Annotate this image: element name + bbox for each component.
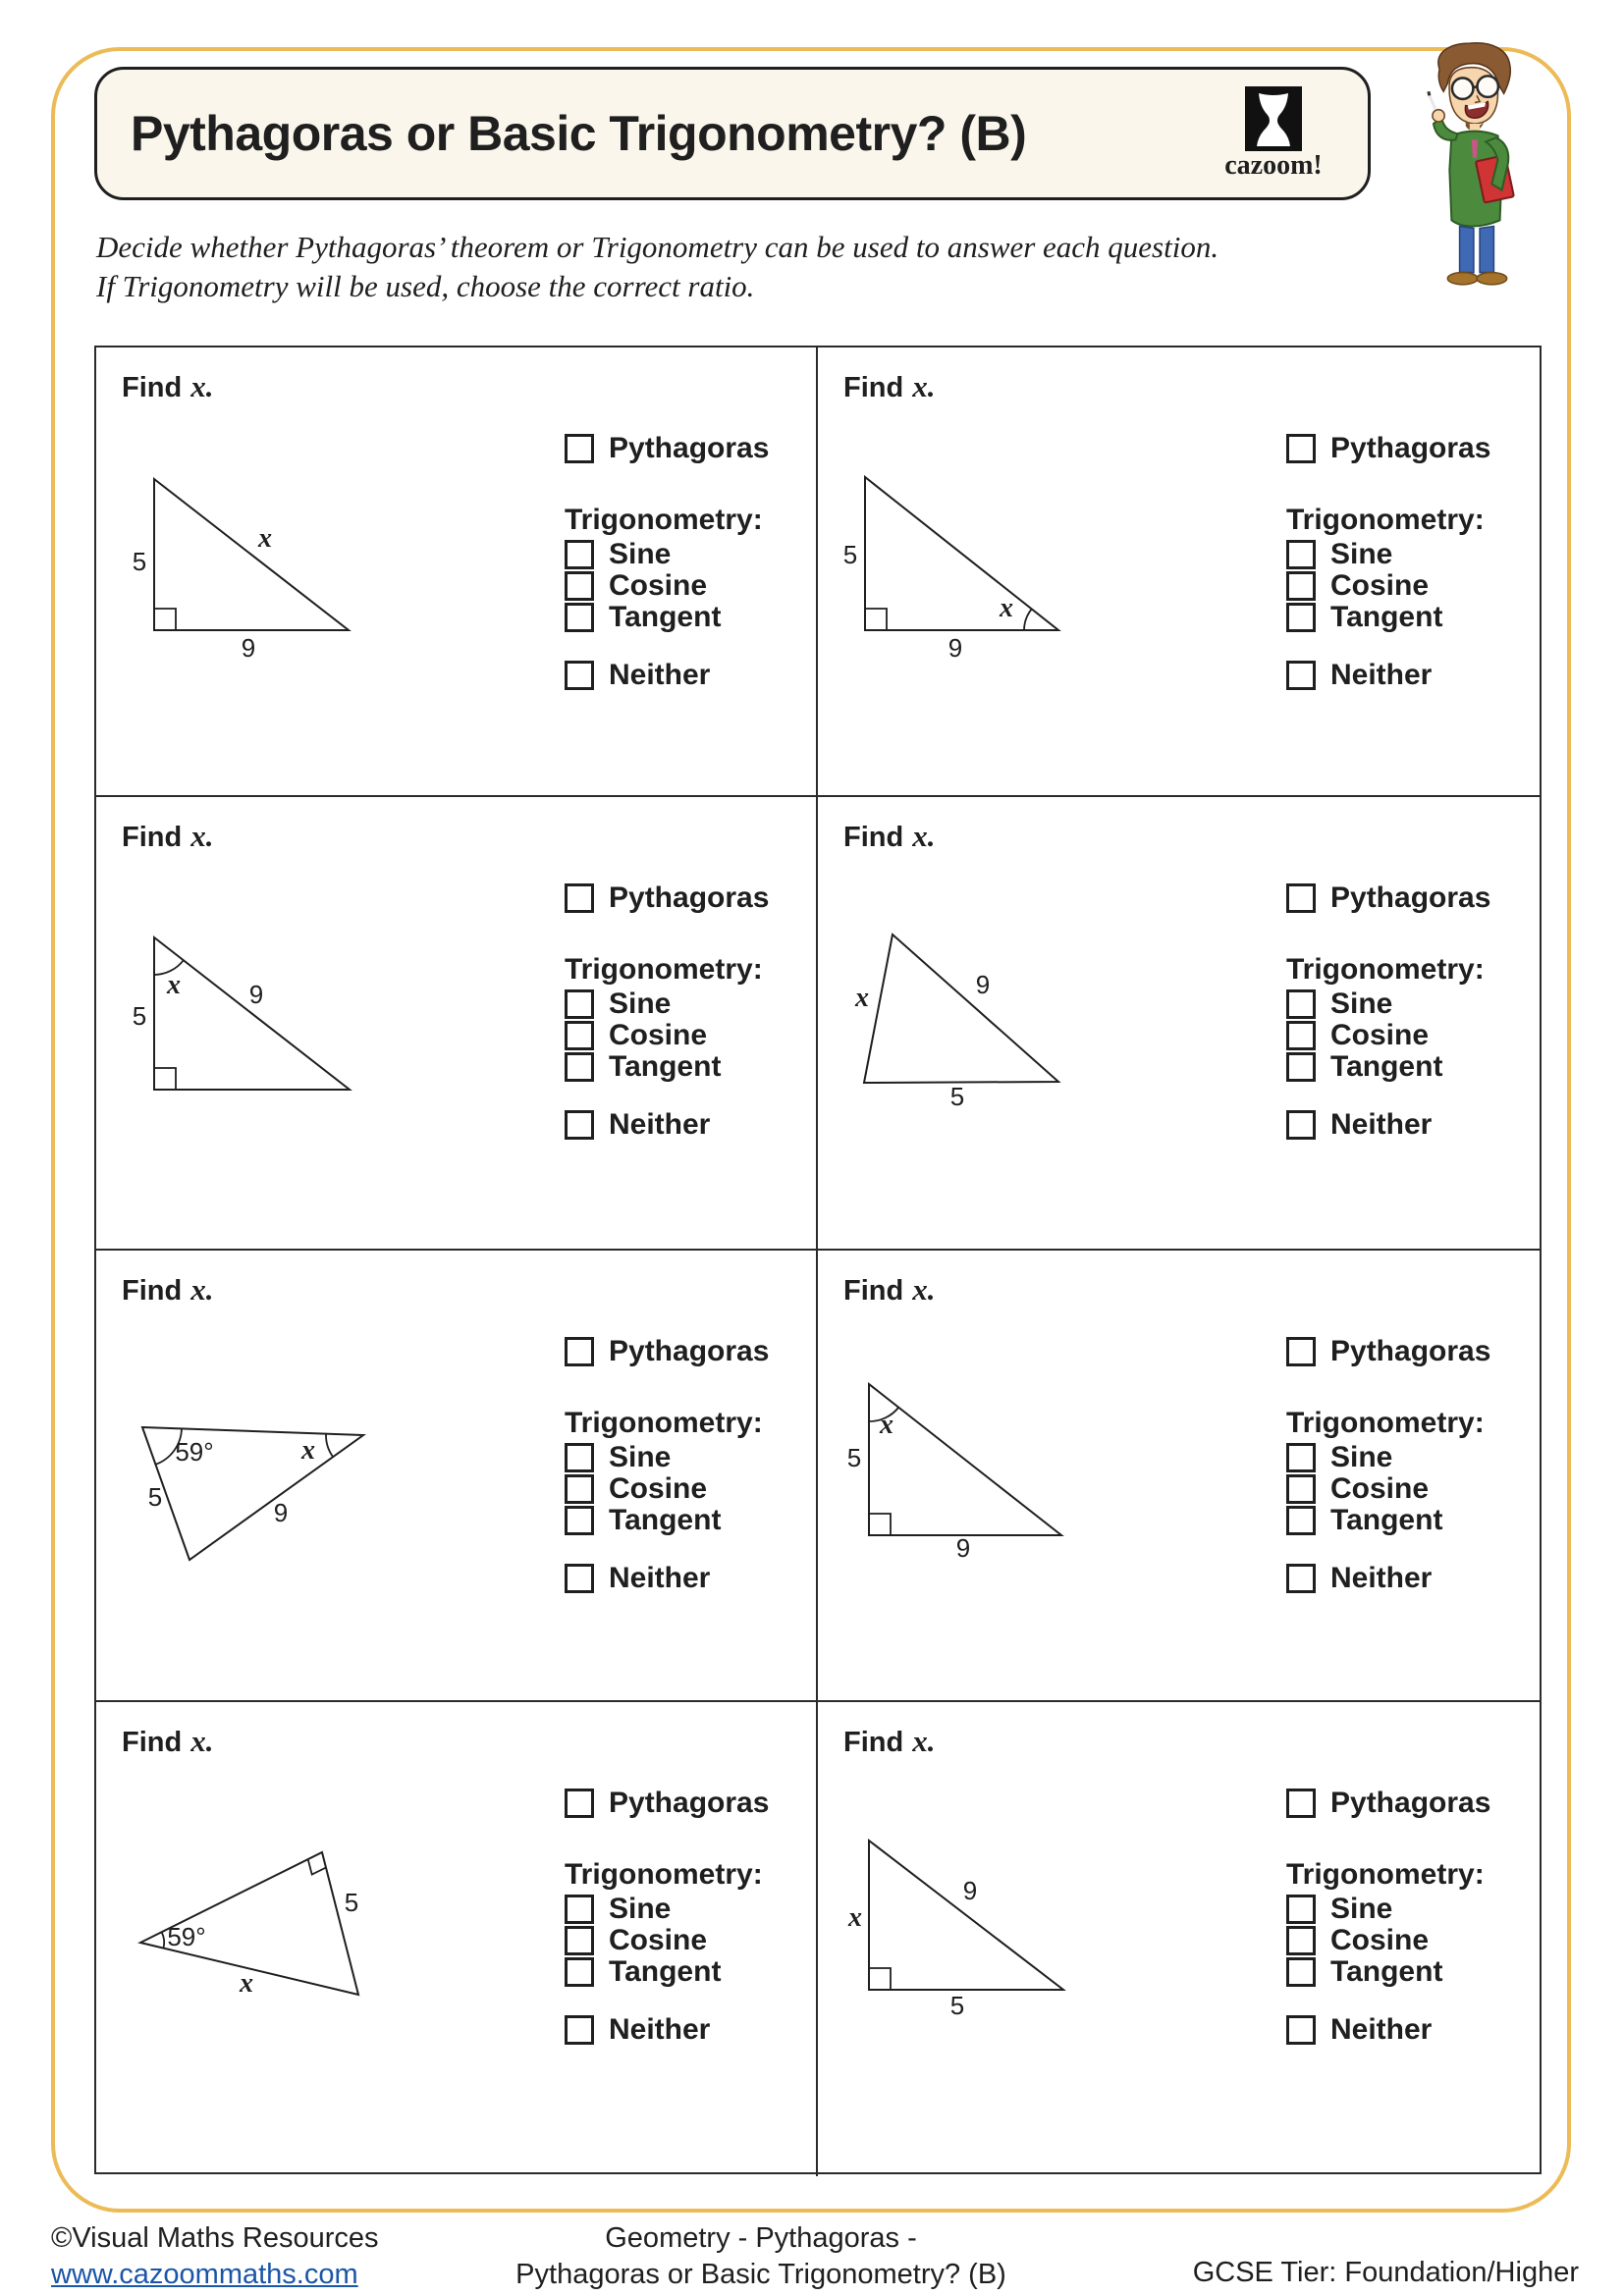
- right-angle-marker: [865, 609, 887, 630]
- svg-text:x: x: [1000, 593, 1013, 623]
- question-cell-2: [818, 347, 1540, 797]
- cosine-label: Cosine: [609, 569, 708, 602]
- neither-checkbox[interactable]: [1286, 661, 1316, 690]
- pythagoras-checkbox[interactable]: [1286, 434, 1316, 463]
- sine-label: Sine: [1330, 538, 1393, 570]
- pythagoras-label: Pythagoras: [1330, 1787, 1491, 1819]
- find-prompt: Find x.: [843, 1272, 936, 1307]
- cazoom-logo: [1213, 86, 1334, 181]
- answer-options: [565, 1789, 810, 2047]
- tangent-label: Tangent: [1330, 1050, 1443, 1083]
- neither-checkbox[interactable]: [1286, 2015, 1316, 2045]
- svg-text:9: 9: [241, 633, 256, 663]
- tangent-checkbox[interactable]: [565, 1506, 594, 1535]
- answer-options: [565, 434, 810, 692]
- sine-checkbox[interactable]: [565, 1443, 594, 1472]
- trigonometry-heading: Trigonometry:: [565, 953, 763, 986]
- trigonometry-heading: Trigonometry:: [565, 1407, 763, 1439]
- sine-checkbox[interactable]: [1286, 540, 1316, 569]
- right-angle-marker: [308, 1859, 326, 1875]
- pythagoras-label: Pythagoras: [609, 1787, 770, 1819]
- answer-options: [1286, 1337, 1532, 1595]
- cosine-label: Cosine: [609, 1924, 708, 1956]
- sine-label: Sine: [1330, 988, 1393, 1020]
- trigonometry-heading: Trigonometry:: [1286, 953, 1485, 986]
- find-prompt: Find x.: [843, 819, 936, 853]
- sine-label: Sine: [609, 988, 672, 1020]
- svg-text:x: x: [848, 1902, 862, 1933]
- svg-text:5: 5: [949, 1991, 965, 2020]
- sine-label: Sine: [609, 538, 672, 570]
- svg-text:59°: 59°: [167, 1922, 206, 1951]
- cosine-label: Cosine: [1330, 1924, 1430, 1956]
- svg-text:5: 5: [132, 1001, 147, 1031]
- pythagoras-checkbox[interactable]: [565, 1789, 594, 1818]
- tangent-label: Tangent: [1330, 1504, 1443, 1536]
- neither-label: Neither: [609, 659, 711, 691]
- answer-options: [565, 883, 810, 1142]
- footer-left: [51, 2220, 379, 2293]
- pythagoras-label: Pythagoras: [1330, 1335, 1491, 1367]
- tangent-label: Tangent: [1330, 1955, 1443, 1988]
- question-cell-8: [818, 1702, 1540, 2176]
- triangle-diagram-2: [838, 454, 1132, 669]
- pythagoras-label: Pythagoras: [609, 432, 770, 464]
- pythagoras-checkbox[interactable]: [565, 1337, 594, 1366]
- cosine-checkbox[interactable]: [1286, 1926, 1316, 1955]
- svg-text:5: 5: [344, 1888, 359, 1917]
- pythagoras-label: Pythagoras: [1330, 881, 1491, 914]
- svg-text:9: 9: [273, 1498, 289, 1527]
- sine-checkbox[interactable]: [565, 989, 594, 1019]
- footer-topic-line-1: Geometry - Pythagoras -: [605, 2222, 917, 2254]
- tangent-checkbox[interactable]: [1286, 603, 1316, 632]
- svg-text:5: 5: [949, 1082, 965, 1111]
- svg-text:x: x: [167, 970, 181, 1000]
- right-angle-marker: [154, 609, 176, 630]
- svg-text:9: 9: [947, 633, 963, 663]
- neither-checkbox[interactable]: [565, 2015, 594, 2045]
- angle-arc: [326, 1434, 333, 1457]
- footer-topic-line-2: Pythagoras or Basic Trigonometry? (B): [515, 2259, 1006, 2290]
- question-cell-3: [96, 797, 818, 1251]
- triangle-diagram-1: [116, 454, 410, 669]
- questions-grid: [94, 346, 1542, 2174]
- neither-label: Neither: [1330, 1562, 1433, 1594]
- find-prompt: Find x.: [122, 369, 214, 403]
- svg-text:x: x: [855, 983, 869, 1013]
- cosine-checkbox[interactable]: [565, 1926, 594, 1955]
- answer-options: [1286, 434, 1532, 692]
- svg-text:x: x: [258, 523, 272, 554]
- tangent-checkbox[interactable]: [1286, 1052, 1316, 1082]
- find-prompt: Find x.: [122, 1724, 214, 1758]
- instructions-line-2: If Trigonometry will be used, choose the correct ratio.: [96, 269, 755, 303]
- neither-label: Neither: [1330, 659, 1433, 691]
- pythagoras-checkbox[interactable]: [565, 883, 594, 913]
- trigonometry-heading: Trigonometry:: [1286, 1858, 1485, 1891]
- find-prompt: Find x.: [122, 819, 214, 853]
- header: [94, 67, 1371, 200]
- svg-text:59°: 59°: [175, 1437, 214, 1467]
- sine-label: Sine: [1330, 1893, 1393, 1925]
- triangle-diagram-5: [116, 1357, 410, 1573]
- cosine-checkbox[interactable]: [1286, 1474, 1316, 1504]
- pythagoras-label: Pythagoras: [1330, 432, 1491, 464]
- svg-text:9: 9: [955, 1533, 971, 1563]
- cosine-checkbox[interactable]: [565, 1021, 594, 1050]
- find-prompt: Find x.: [843, 1724, 936, 1758]
- pythagoras-checkbox[interactable]: [1286, 883, 1316, 913]
- neither-label: Neither: [609, 2013, 711, 2046]
- sine-label: Sine: [1330, 1441, 1393, 1473]
- cosine-label: Cosine: [1330, 1472, 1430, 1505]
- tangent-label: Tangent: [609, 1504, 722, 1536]
- footer-website-link[interactable]: www.cazoommaths.com: [51, 2259, 358, 2290]
- tangent-checkbox[interactable]: [1286, 1957, 1316, 1987]
- neither-checkbox[interactable]: [565, 1110, 594, 1140]
- cosine-label: Cosine: [1330, 569, 1430, 602]
- page-title: Pythagoras or Basic Trigonometry? (B): [131, 106, 1027, 161]
- cosine-checkbox[interactable]: [565, 1474, 594, 1504]
- cosine-label: Cosine: [609, 1019, 708, 1051]
- right-angle-marker: [869, 1514, 891, 1535]
- cosine-label: Cosine: [609, 1472, 708, 1505]
- trigonometry-heading: Trigonometry:: [1286, 1407, 1485, 1439]
- neither-checkbox[interactable]: [565, 661, 594, 690]
- svg-text:x: x: [240, 1968, 253, 1999]
- svg-text:5: 5: [842, 540, 858, 569]
- footer-tier: GCSE Tier: Foundation/Higher: [1192, 2257, 1579, 2288]
- sine-label: Sine: [609, 1441, 672, 1473]
- question-cell-5: [96, 1251, 818, 1702]
- right-angle-marker: [154, 1068, 176, 1090]
- svg-text:5: 5: [147, 1482, 163, 1512]
- question-cell-7: [96, 1702, 818, 2176]
- tangent-label: Tangent: [609, 601, 722, 633]
- pythagoras-label: Pythagoras: [609, 1335, 770, 1367]
- cazoom-logo-icon: [1245, 86, 1302, 151]
- find-prompt: Find x.: [122, 1272, 214, 1307]
- trigonometry-heading: Trigonometry:: [1286, 504, 1485, 536]
- sine-checkbox[interactable]: [565, 1895, 594, 1924]
- pythagoras-checkbox[interactable]: [565, 434, 594, 463]
- cazoom-logo-text: cazoom!: [1224, 150, 1323, 181]
- svg-text:x: x: [880, 1410, 893, 1440]
- svg-text:5: 5: [846, 1443, 862, 1472]
- tangent-checkbox[interactable]: [565, 1957, 594, 1987]
- tangent-label: Tangent: [609, 1955, 722, 1988]
- angle-arc: [162, 1932, 165, 1949]
- question-cell-1: [96, 347, 818, 797]
- neither-label: Neither: [1330, 1108, 1433, 1141]
- cosine-checkbox[interactable]: [565, 571, 594, 601]
- tangent-checkbox[interactable]: [565, 603, 594, 632]
- instructions: [96, 228, 1490, 306]
- neither-label: Neither: [609, 1108, 711, 1141]
- neither-label: Neither: [609, 1562, 711, 1594]
- triangle-diagram-6: [838, 1357, 1132, 1573]
- right-angle-marker: [869, 1968, 891, 1990]
- neither-checkbox[interactable]: [565, 1564, 594, 1593]
- tangent-checkbox[interactable]: [565, 1052, 594, 1082]
- answer-options: [565, 1337, 810, 1595]
- find-prompt: Find x.: [843, 369, 936, 403]
- neither-label: Neither: [1330, 2013, 1433, 2046]
- triangle-diagram-4: [838, 903, 1132, 1119]
- triangle-diagram-8: [838, 1808, 1132, 2024]
- triangle-diagram-7: [116, 1808, 410, 2024]
- pythagoras-checkbox[interactable]: [1286, 1789, 1316, 1818]
- svg-text:5: 5: [132, 547, 147, 576]
- svg-text:x: x: [301, 1435, 315, 1466]
- cosine-label: Cosine: [1330, 1019, 1430, 1051]
- neither-checkbox[interactable]: [1286, 1564, 1316, 1593]
- tangent-label: Tangent: [1330, 601, 1443, 633]
- angle-arc: [1024, 609, 1032, 630]
- question-cell-4: [818, 797, 1540, 1251]
- sine-checkbox[interactable]: [1286, 989, 1316, 1019]
- sine-checkbox[interactable]: [565, 540, 594, 569]
- sine-checkbox[interactable]: [1286, 1443, 1316, 1472]
- sine-label: Sine: [609, 1893, 672, 1925]
- cosine-checkbox[interactable]: [1286, 1021, 1316, 1050]
- footer-center: [466, 2220, 1056, 2293]
- svg-text:9: 9: [962, 1876, 978, 1905]
- sine-checkbox[interactable]: [1286, 1895, 1316, 1924]
- pythagoras-label: Pythagoras: [609, 881, 770, 914]
- answer-options: [1286, 883, 1532, 1142]
- triangle-diagram-3: [116, 903, 410, 1119]
- pythagoras-checkbox[interactable]: [1286, 1337, 1316, 1366]
- footer-copyright: ©Visual Maths Resources: [51, 2222, 379, 2254]
- trigonometry-heading: Trigonometry:: [565, 504, 763, 536]
- svg-text:9: 9: [975, 970, 991, 999]
- question-cell-6: [818, 1251, 1540, 1702]
- tangent-checkbox[interactable]: [1286, 1506, 1316, 1535]
- neither-checkbox[interactable]: [1286, 1110, 1316, 1140]
- cosine-checkbox[interactable]: [1286, 571, 1316, 601]
- instructions-line-1: Decide whether Pythagoras’ theorem or Trigonometry can be used to answer each question.: [96, 230, 1219, 264]
- svg-text:9: 9: [248, 980, 264, 1009]
- answer-options: [1286, 1789, 1532, 2047]
- trigonometry-heading: Trigonometry:: [565, 1858, 763, 1891]
- tangent-label: Tangent: [609, 1050, 722, 1083]
